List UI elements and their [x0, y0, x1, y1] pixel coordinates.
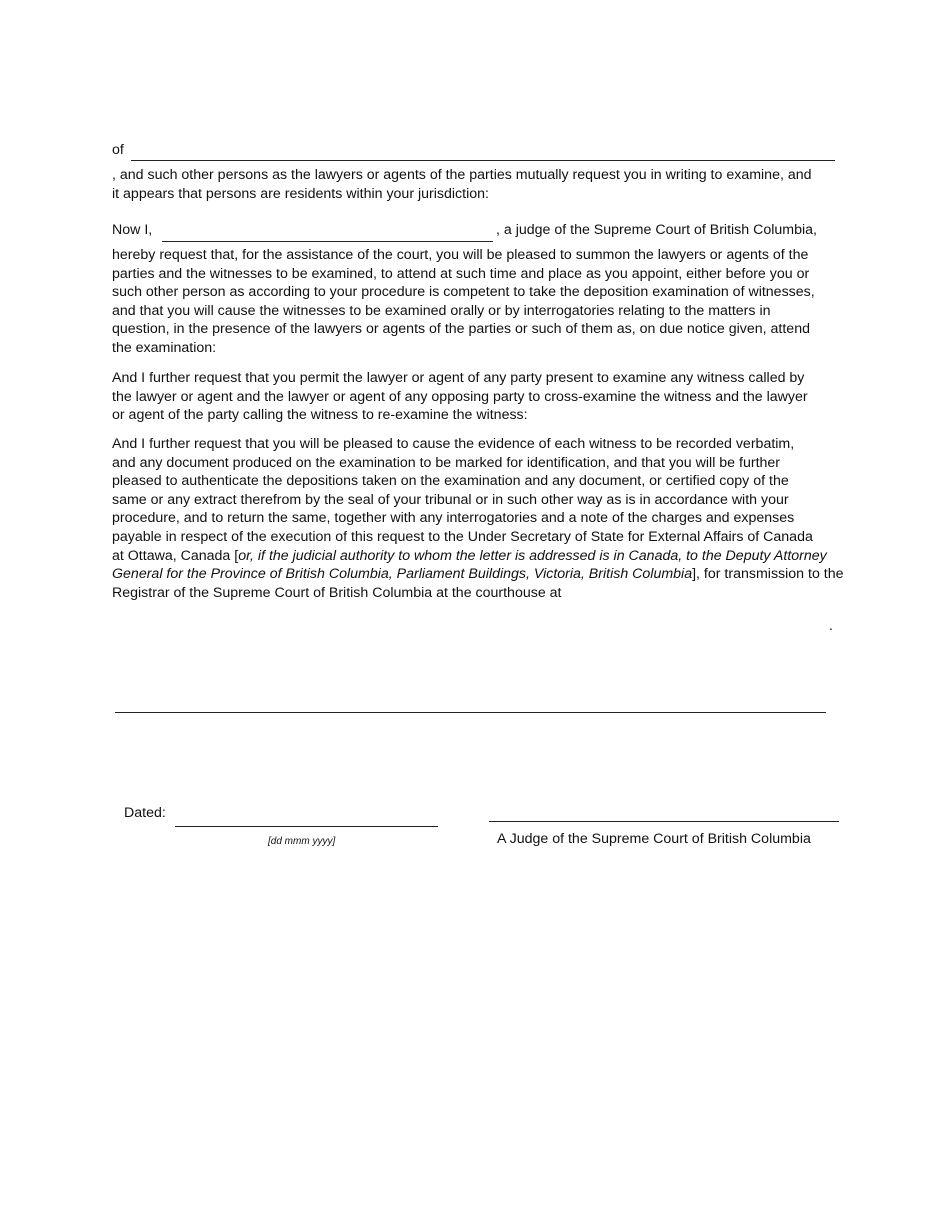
judge-suffix: , a judge of the Supreme Court of British Columbia, [496, 222, 817, 238]
persons-paragraph [112, 166, 852, 203]
of-label: of [112, 142, 124, 158]
paragraph-line: and that you will cause the witnesses to be examined orally or by interrogatories relating to the matters in [112, 302, 771, 319]
paragraph-line [112, 565, 852, 584]
paragraph-line: payable in respect of the execution of this request to the Under Secretary of State for External Affairs of Canada [112, 528, 813, 545]
paragraph-line: And I further request that you will be pleased to cause the evidence of each witness to be recorded verbatim, [112, 436, 795, 452]
paragraph-line: same or any extract therefrom by the seal of your tribunal or in such other way as is in accordance with your [112, 491, 789, 508]
request-paragraph [112, 246, 852, 358]
dated-label: Dated: [124, 805, 166, 821]
courthouse-field-line[interactable] [115, 712, 826, 713]
paragraph-line: and any document produced on the examination to be marked for identification, and that you will be further [112, 454, 781, 471]
ottawa-prefix: at Ottawa, Canada [ [112, 547, 239, 564]
paragraph-line: the examination: [112, 339, 217, 356]
courthouse-period: . [829, 618, 833, 634]
paragraph-line: Registrar of the Supreme Court of British Columbia at the courthouse at [112, 584, 562, 601]
signature-caption: A Judge of the Supreme Court of British Columbia [497, 831, 811, 847]
of-field-line[interactable] [131, 160, 835, 161]
paragraph-line: such other person as according to your procedure is competent to take the deposition examination of witnesses, [112, 284, 815, 301]
paragraph-line: or agent of the party calling the witness to re-examine the witness: [112, 407, 528, 424]
ottawa-italic: or, if the judicial authority to whom the letter is addressed is in Canada, to the Deputy Attorney [238, 547, 827, 564]
judge-name-field-line[interactable] [162, 241, 493, 242]
paragraph-line: the lawyer or agent and the lawyer or agent of any opposing party to cross-examine the witness and the lawyer [112, 388, 808, 405]
permit-paragraph [112, 369, 852, 425]
general-suffix: ], for transmission to the [692, 566, 844, 583]
now-label: Now I, [112, 222, 153, 238]
date-field-line[interactable] [175, 826, 438, 827]
paragraph-line [112, 547, 852, 566]
paragraph-line: question, in the presence of the lawyers or agents of the parties or such of them as, on due notice given, attend [112, 321, 810, 338]
paragraph-line: parties and the witnesses to be examined, to attend at such time and place as you appoint, either before you or [112, 265, 810, 282]
paragraph-line: hereby request that, for the assistance of the court, you will be pleased to summon the lawyers or agents of the [112, 247, 809, 263]
evidence-paragraph [112, 435, 852, 602]
signature-field-line[interactable] [489, 821, 839, 822]
paragraph-line: pleased to authenticate the depositions taken on the examination and any document, or certified copy of the [112, 473, 789, 490]
paragraph-line: it appears that persons are residents within your jurisdiction: [112, 185, 489, 202]
paragraph-line: And I further request that you permit the lawyer or agent of any party present to examine any witness called by [112, 370, 805, 386]
paragraph-line: , and such other persons as the lawyers or agents of the parties mutually request you in writing to examine, and [112, 167, 812, 183]
general-italic: General for the Province of British Columbia, Parliament Buildings, Victoria, British Columbia [112, 566, 693, 583]
paragraph-line: procedure, and to return the same, together with any interrogatories and a note of the charges and expenses [112, 510, 795, 527]
date-format-hint: [dd mmm yyyy] [268, 836, 336, 847]
